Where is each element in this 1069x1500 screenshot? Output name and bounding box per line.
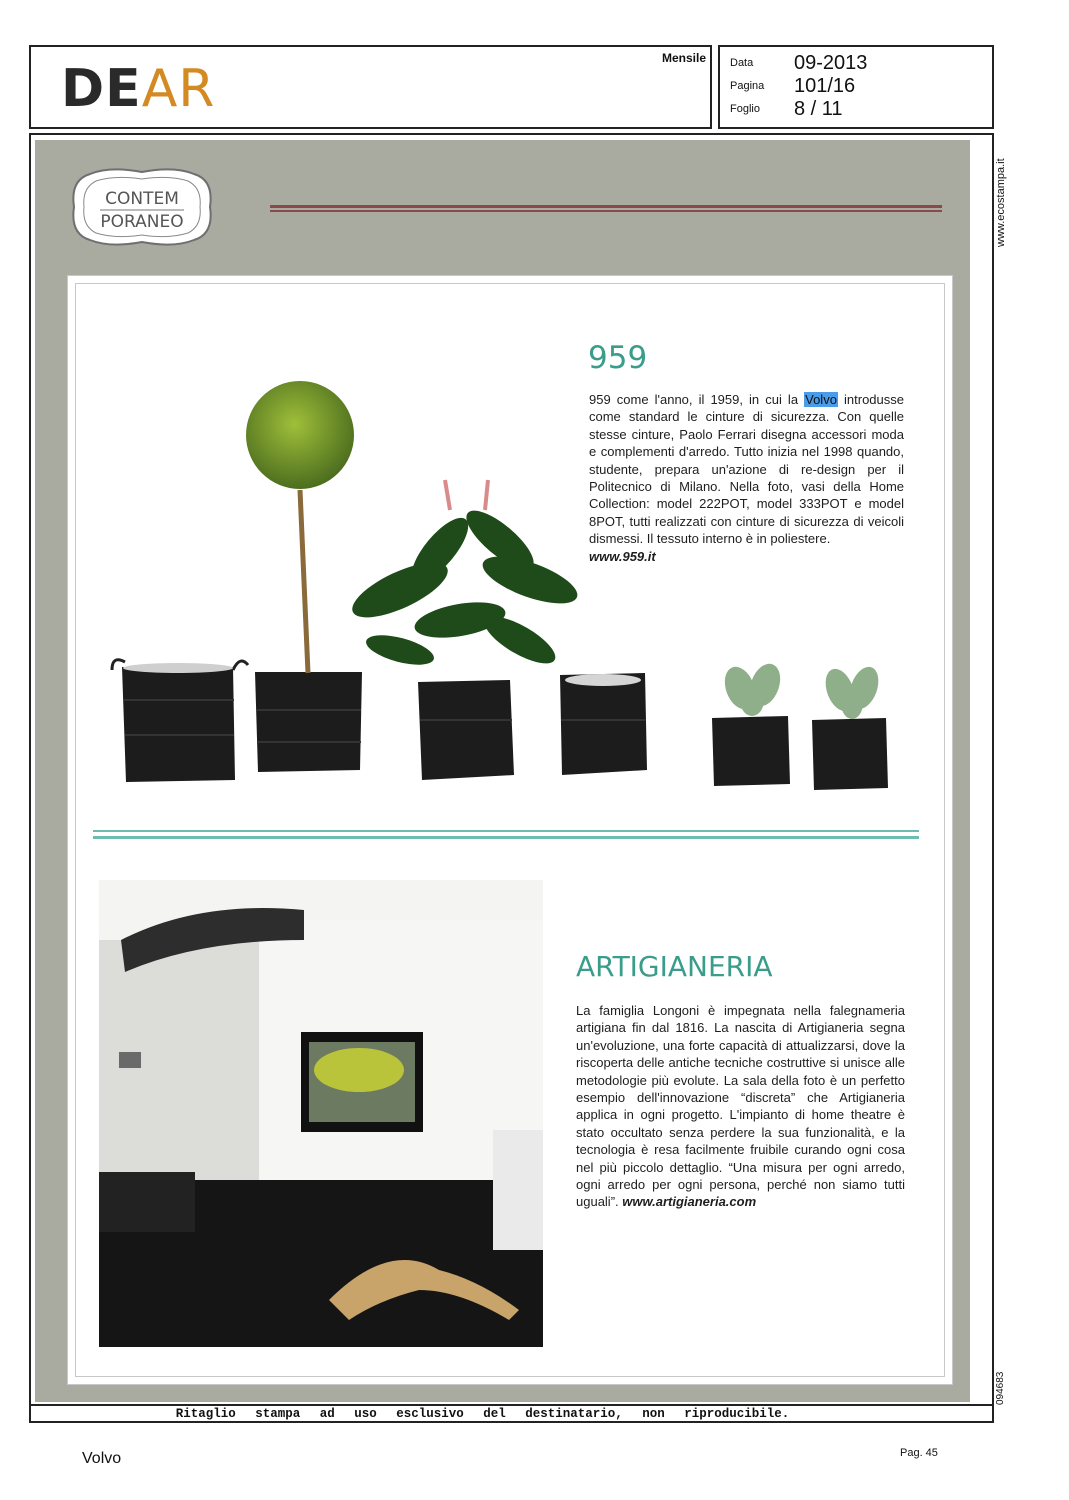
article-959-body — [589, 391, 904, 565]
section-divider — [93, 830, 919, 832]
logo-ar: AR — [141, 59, 216, 119]
data-label: Data — [730, 57, 754, 69]
clipping-code: 094683 — [995, 1371, 1006, 1405]
article-959-title: 959 — [588, 340, 648, 376]
foglio-value: 8 / 11 — [794, 98, 843, 120]
article-artigianeria-text: La famiglia Longoni è impegnata nella falegnameria artigiana fin dal 1816. La nascita di Artigianeria segna un'evoluzione, una forte capacità di attualizzarsi, dove la riscoperta delle antiche tecniche costruttive si unisce alle metodologie più evolute. La sala della foto è un perfetto esempio dell'innovazione “discreta” che Artigianeria applica in ogni progetto. L'impianto di home theatre è stato occultato senza perdere la sua funzionalità, e la tecnologia è resa facilmente fruibile curando ogni cosa nel più piccolo dettaglio. “Una misura per ogni arredo, ogni arredo per ogni persona, perché non siamo tutti uguali”. — [576, 1003, 905, 1210]
home-theatre-room-photo — [99, 880, 543, 1347]
page-number: Pag. 45 — [900, 1447, 938, 1459]
copyright-notice: Ritaglio stampa ad uso esclusivo del destinatario, non riproducibile. — [175, 1407, 790, 1421]
meta-row-data — [730, 52, 980, 74]
meta-row-foglio — [730, 98, 980, 120]
volvo-highlight: Volvo — [805, 392, 837, 407]
article-artigianeria-title: ARTIGIANERIA — [576, 950, 773, 983]
article-959-text-end: introdusse come standard le cinture di sicurezza. Con quelle stesse cinture, Paolo Ferrari disegna accessori moda e complementi d'arredo. Tutto inizia nel 1998 quando, studente, prepara un'azione di re-design per il Politecnico di Milano. Nella foto, vasi della Home Collection: model 222POT, model 333POT e model 8POT, tutti realizzati con cinture di sicurezza di veicoli dismessi. Il tessuto interno è in poliestere. — [589, 392, 904, 547]
pagina-label: Pagina — [730, 80, 765, 92]
badge-line1: CONTEM — [105, 189, 179, 209]
client-name: Volvo — [82, 1450, 122, 1467]
frequency-label: Mensile — [661, 51, 706, 65]
contemporaneo-badge — [70, 166, 214, 248]
dear-logo — [61, 59, 215, 119]
section-divider-thick — [93, 836, 919, 839]
header-meta-box — [718, 45, 994, 129]
header-rule — [270, 205, 942, 208]
meta-row-pagina — [730, 75, 980, 97]
ecostampa-url: www.ecostampa.it — [995, 158, 1007, 247]
badge-line2: PORANEO — [100, 212, 184, 232]
pagina-value: 101/16 — [794, 75, 856, 97]
header-rule-thin — [270, 210, 942, 212]
article-artigianeria-url[interactable]: www.artigianeria.com — [622, 1194, 757, 1210]
data-value: 09-2013 — [794, 52, 868, 74]
article-artigianeria-body — [576, 1002, 905, 1211]
header-masthead — [29, 45, 712, 129]
foglio-label: Foglio — [730, 103, 760, 115]
logo-de: DE — [61, 59, 142, 119]
article-959-text-start: 959 come l'anno, il 1959, in cui la — [589, 392, 805, 407]
article-959-url[interactable]: www.959.it — [589, 548, 656, 564]
